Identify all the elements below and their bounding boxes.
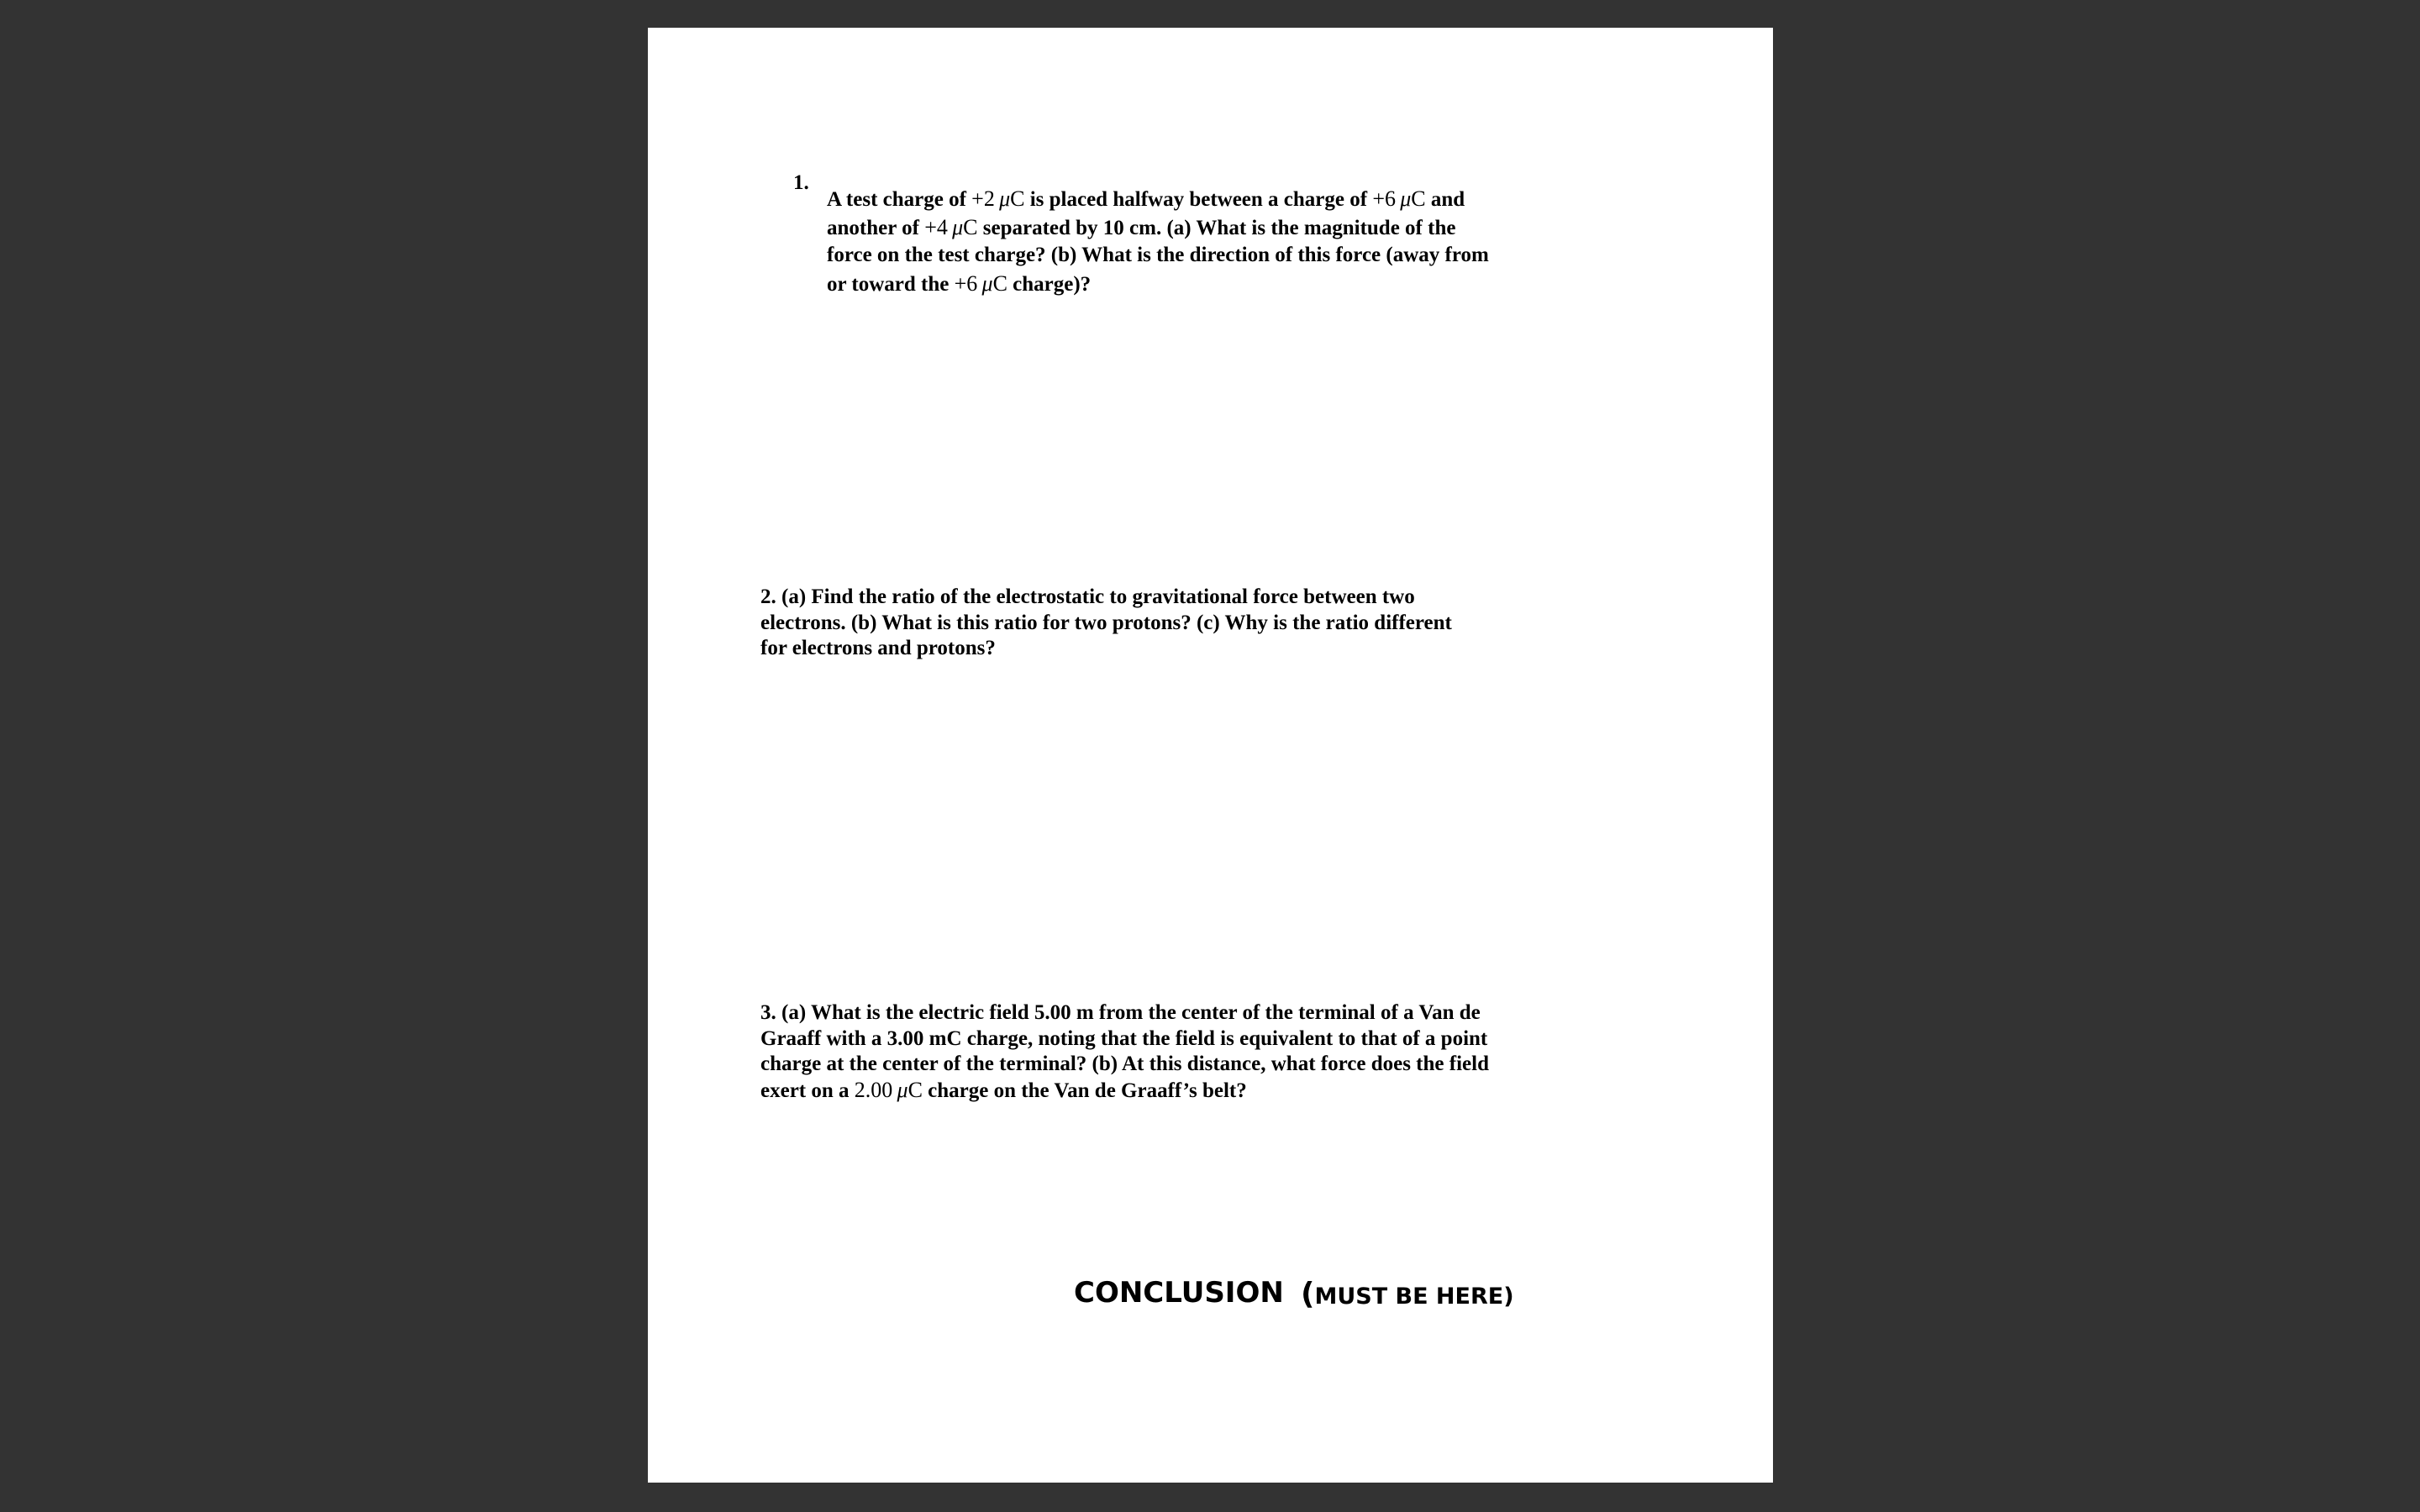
question-2 [760,585,1452,662]
charge-value: +2 μC [971,186,1025,211]
charge-value: +6 μC [954,271,1007,297]
question-3-line-3: charge at the center of the terminal? (b) At this distance, what force does the field [760,1053,1489,1075]
question-2-line-2: electrons. (b) What is this ratio for two protons? (c) Why is the ratio different [760,611,1452,634]
question-3-line-1: 3. (a) What is the electric field 5.00 m from the center of the terminal of a Van de [760,1001,1481,1024]
question-2-line-3: for electrons and protons? [760,637,996,659]
question-3 [760,1000,1489,1104]
question-2-line-1: 2. (a) Find the ratio of the electrostatic to gravitational force between two [760,585,1415,608]
question-1-line-3: force on the test charge? (b) What is the direction of this force (away from [827,244,1489,267]
charge-value: 2.00 μC [854,1077,923,1102]
conclusion-note: (MUST BE HERE) [1301,1277,1514,1311]
conclusion-heading: CONCLUSION [1074,1276,1284,1310]
question-1-line-1: A test charge of +2 μC is placed halfway between a charge of +6 μC and [827,186,1465,211]
document-page [648,28,1773,1483]
charge-value: +4 μC [924,214,978,239]
question-3-line-2: Graaff with a 3.00 mC charge, noting that the field is equivalent to that of a point [760,1026,1488,1050]
question-1-line-4: or toward the +6 μC charge)? [827,271,1092,297]
question-3-line-4: exert on a 2.00 μC charge on the Van de Graaff’s belt? [760,1077,1247,1102]
question-1-line-2: another of +4 μC separated by 10 cm. (a) What is the magnitude of the [827,214,1456,239]
question-1 [827,185,1489,298]
charge-value: +6 μC [1372,186,1426,211]
question-1-number: 1. [793,171,809,194]
